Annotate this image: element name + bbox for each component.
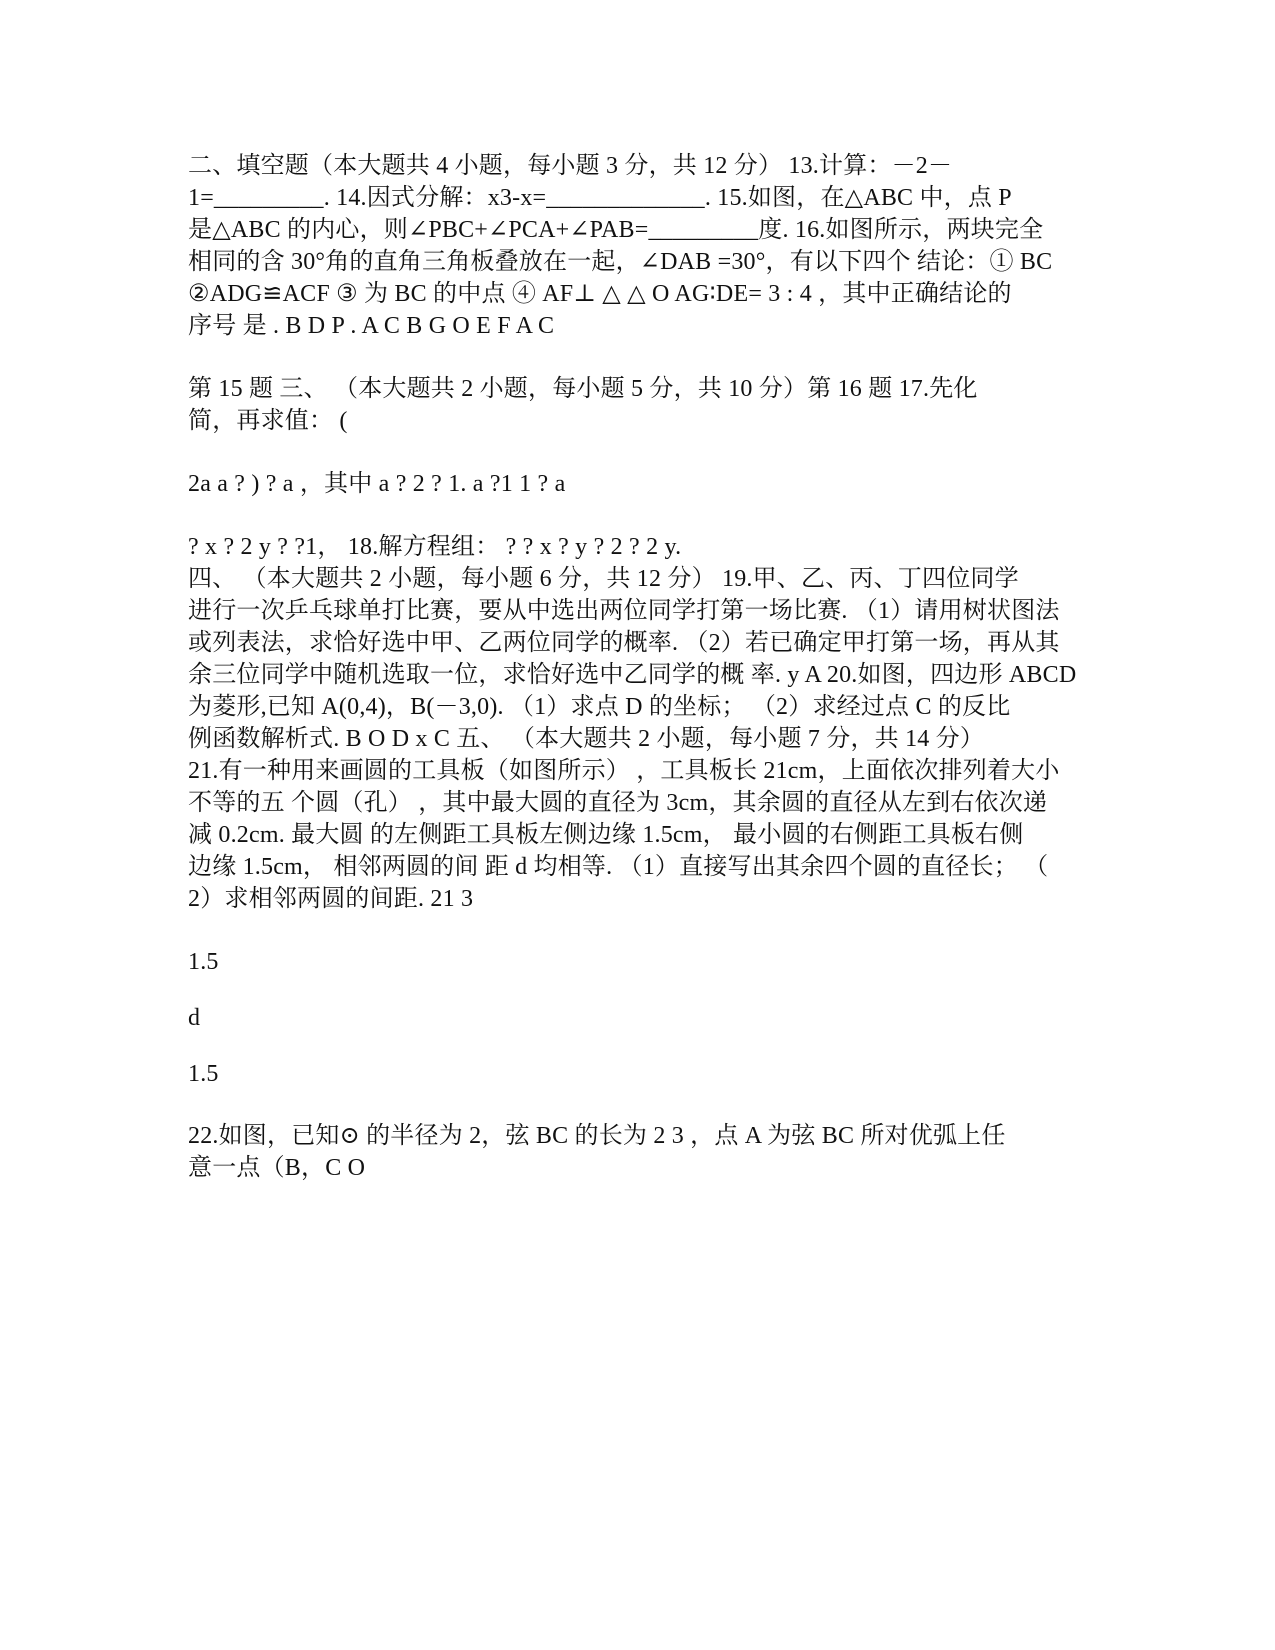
text-line: 第 15 题 三、 （本大题共 2 小题，每小题 5 分，共 10 分）第 16 题 17.先化	[188, 376, 978, 402]
text-line: 为菱形,已知 A(0,4)，B(－3,0). （1）求点 D 的坐标； （2）求经过点 C 的反比	[188, 694, 1011, 720]
text-line: 或列表法，求恰好选中甲、乙两位同学的概率. （2）若已确定甲打第一场，再从其	[188, 630, 1060, 656]
text-line: 是△ABC 的内心，则∠PBC+∠PCA+∠PAB=_________度. 16.如图所示，两块完全	[188, 217, 1044, 243]
text-line: ? x ? 2 y ? ?1， 18.解方程组： ? ? x ? y ? 2 ? 2 y.	[188, 534, 682, 560]
text-line: 相同的含 30°角的直角三角板叠放在一起，∠DAB =30°，有以下四个 结论：① BC	[188, 249, 1053, 275]
text-line: 减 0.2cm. 最大圆 的左侧距工具板左侧边缘 1.5cm， 最小圆的右侧距工具板右侧	[188, 822, 1024, 848]
text-line: 四、 （本大题共 2 小题，每小题 6 分，共 12 分） 19.甲、乙、丙、丁四位同学	[188, 566, 1019, 592]
text-line: 21.有一种用来画圆的工具板（如图所示） ，工具板长 21cm，上面依次排列着大小	[188, 758, 1060, 784]
text-line: 边缘 1.5cm， 相邻两圆的间 距 d 均相等. （1）直接写出其余四个圆的直径长； （	[188, 854, 1049, 880]
text-line: 22.如图，已知⊙ 的半径为 2，弦 BC 的长为 2 3 ，点 A 为弦 BC 所对优弧上任	[188, 1123, 1006, 1149]
text-line: 1.5	[188, 949, 219, 975]
text-line: 简，再求值： (	[188, 408, 348, 434]
text-line: d	[188, 1005, 201, 1031]
text-line: 进行一次乒乓球单打比赛，要从中选出两位同学打第一场比赛. （1）请用树状图法	[188, 598, 1060, 624]
text-line: 例函数解析式. B O D x C 五、 （本大题共 2 小题，每小题 7 分，共 14 分）	[188, 726, 985, 752]
text-line: 序号 是 . B D P . A C B G O E F A C	[188, 313, 555, 339]
text-line: 不等的五 个圆（孔） ，其中最大圆的直径为 3cm，其余圆的直径从左到右依次递	[188, 790, 1048, 816]
text-line: ②ADG≌ACF ③ 为 BC 的中点 ④ AF⊥ △ △ O AG∶DE= 3 : 4 ，其中正确结论的	[188, 281, 1012, 307]
text-line: 意一点（B，C O	[188, 1155, 366, 1181]
text-line: 二、填空题（本大题共 4 小题，每小题 3 分，共 12 分） 13.计算：－2－	[188, 153, 953, 179]
text-line: 1=_________. 14.因式分解：x3-x=_____________. 15.如图，在△ABC 中，点 P	[188, 185, 1012, 211]
text-line: 余三位同学中随机选取一位，求恰好选中乙同学的概 率. y A 20.如图，四边形 ABCD	[188, 662, 1077, 688]
text-line: 2）求相邻两圆的间距. 21 3	[188, 886, 474, 912]
text-line: 2a a ? ) ? a ，其中 a ? 2 ? 1. a ?1 1 ? a	[188, 471, 566, 497]
text-line: 1.5	[188, 1061, 219, 1087]
